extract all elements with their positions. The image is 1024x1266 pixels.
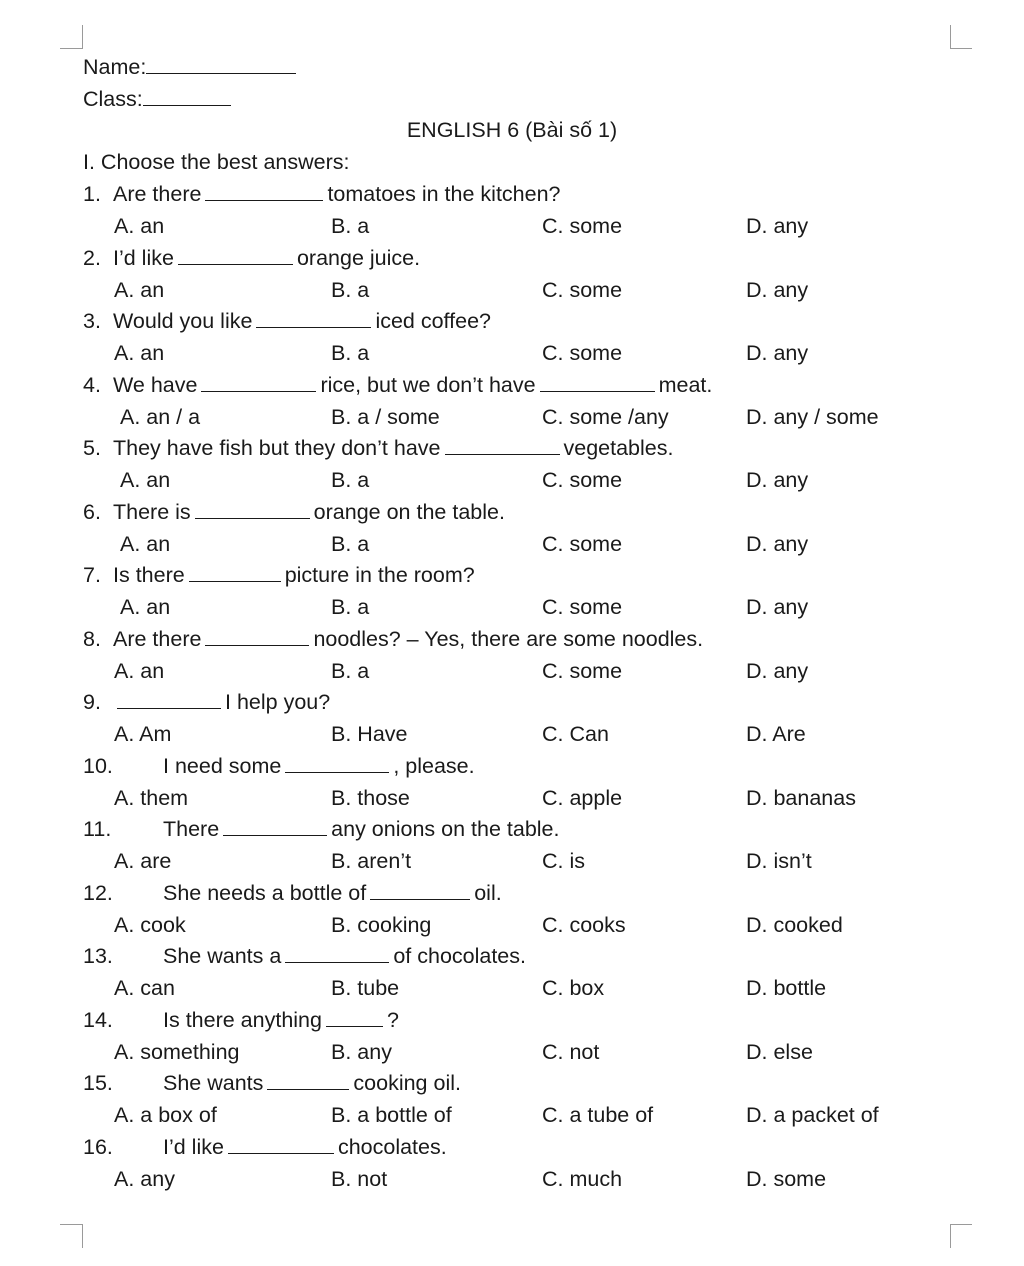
class-field bbox=[83, 86, 231, 112]
page-title: ENGLISH 6 (Bài số 1) bbox=[406, 118, 618, 142]
answer-blank[interactable] bbox=[285, 754, 389, 773]
option-d[interactable]: D. any bbox=[746, 659, 809, 683]
answer-blank[interactable] bbox=[326, 1008, 383, 1027]
question-12 bbox=[83, 880, 502, 906]
name-label: Name: bbox=[83, 55, 147, 79]
option-c[interactable]: C. some bbox=[542, 468, 623, 492]
question-text-after: tomatoes in the kitchen? bbox=[327, 182, 561, 206]
answer-blank[interactable] bbox=[267, 1071, 349, 1090]
question-4 bbox=[83, 372, 712, 398]
option-d[interactable]: D. a packet of bbox=[746, 1103, 879, 1127]
question-text-after: of chocolates. bbox=[393, 944, 526, 968]
question-text-before: Would you like bbox=[113, 309, 253, 333]
answer-blank[interactable] bbox=[256, 309, 371, 328]
question-6 bbox=[83, 499, 505, 525]
question-number: 9. bbox=[83, 690, 101, 714]
option-c[interactable]: C. some bbox=[542, 214, 623, 238]
option-b[interactable]: B. a bbox=[331, 532, 370, 556]
question-text-before: She wants bbox=[163, 1071, 264, 1095]
option-c[interactable]: C. some bbox=[542, 278, 623, 302]
option-c[interactable]: C. some bbox=[542, 659, 623, 683]
question-13 bbox=[83, 943, 526, 969]
answer-blank[interactable] bbox=[195, 500, 310, 519]
question-16 bbox=[83, 1134, 447, 1160]
option-c[interactable]: C. apple bbox=[542, 786, 623, 810]
option-d[interactable]: D. any bbox=[746, 341, 809, 365]
answer-blank[interactable] bbox=[201, 373, 316, 392]
class-label: Class: bbox=[83, 87, 143, 111]
option-c[interactable]: C. some bbox=[542, 595, 623, 619]
question-11 bbox=[83, 816, 559, 842]
question-number: 3. bbox=[83, 309, 101, 333]
question-text-after: chocolates. bbox=[337, 1135, 447, 1159]
crop-mark-top-left-h bbox=[60, 48, 82, 49]
question-number: 7. bbox=[83, 563, 101, 587]
question-3 bbox=[83, 308, 491, 334]
question-text-before: We have bbox=[113, 373, 198, 397]
question-text-after: orange on the table. bbox=[313, 500, 505, 524]
option-d[interactable]: D. any bbox=[746, 278, 809, 302]
option-b[interactable]: B. a bbox=[331, 595, 370, 619]
crop-mark-bottom-right-v bbox=[950, 1224, 951, 1248]
option-c[interactable]: C. is bbox=[542, 849, 585, 873]
question-number: 1. bbox=[83, 182, 101, 206]
crop-mark-top-right-v bbox=[950, 25, 951, 49]
question-text-before: They have fish but they don’t have bbox=[113, 436, 441, 460]
question-14 bbox=[83, 1007, 399, 1033]
option-b[interactable]: B. those bbox=[331, 786, 410, 810]
option-d[interactable]: D. cooked bbox=[746, 913, 843, 937]
crop-mark-top-left-v bbox=[82, 25, 83, 49]
question-text-before: Is there bbox=[113, 563, 185, 587]
name-blank[interactable] bbox=[146, 55, 296, 74]
question-number: 10. bbox=[83, 754, 113, 778]
question-text-before: I’d like bbox=[113, 246, 174, 270]
answer-blank[interactable] bbox=[117, 690, 221, 709]
option-b[interactable]: B. a bbox=[331, 278, 370, 302]
option-c[interactable]: C. cooks bbox=[542, 913, 626, 937]
question-number: 14. bbox=[83, 1008, 113, 1032]
answer-blank[interactable] bbox=[189, 563, 281, 582]
option-d[interactable]: D. isn’t bbox=[746, 849, 812, 873]
question-number: 8. bbox=[83, 627, 101, 651]
question-text-before: Is there anything bbox=[163, 1008, 322, 1032]
option-a[interactable]: A. a box of bbox=[114, 1103, 217, 1127]
crop-mark-bottom-left-h bbox=[60, 1224, 82, 1225]
question-text-after: iced coffee? bbox=[375, 309, 491, 333]
answer-blank[interactable] bbox=[178, 246, 293, 265]
question-5 bbox=[83, 435, 673, 461]
question-10 bbox=[83, 753, 475, 779]
option-a[interactable]: A. an bbox=[120, 468, 171, 492]
option-b[interactable]: B. a bottle of bbox=[331, 1103, 452, 1127]
question-text-before: There bbox=[163, 817, 220, 841]
option-a[interactable]: A. them bbox=[114, 786, 189, 810]
option-d[interactable]: D. any bbox=[746, 532, 809, 556]
answer-blank[interactable] bbox=[540, 373, 655, 392]
crop-mark-bottom-left-v bbox=[82, 1224, 83, 1248]
answer-blank[interactable] bbox=[228, 1135, 334, 1154]
answer-blank[interactable] bbox=[205, 182, 323, 201]
question-1 bbox=[83, 181, 561, 207]
answer-blank[interactable] bbox=[370, 881, 470, 900]
question-8 bbox=[83, 626, 703, 652]
option-c[interactable]: C. some bbox=[542, 341, 623, 365]
option-d[interactable]: D. any bbox=[746, 595, 809, 619]
option-b[interactable]: B. not bbox=[331, 1167, 388, 1191]
question-text-before: I need some bbox=[163, 754, 282, 778]
option-c[interactable]: C. box bbox=[542, 976, 605, 1000]
option-b[interactable]: B. a bbox=[331, 468, 370, 492]
option-a[interactable]: A. an bbox=[120, 595, 171, 619]
question-text-after: I help you? bbox=[225, 690, 331, 714]
option-b[interactable]: B. a / some bbox=[331, 405, 440, 429]
question-9 bbox=[83, 689, 330, 715]
answer-blank[interactable] bbox=[445, 436, 560, 455]
question-text-before: There is bbox=[113, 500, 191, 524]
option-a[interactable]: A. an bbox=[114, 214, 165, 238]
option-c[interactable]: C. not bbox=[542, 1040, 600, 1064]
option-d[interactable]: D. else bbox=[746, 1040, 813, 1064]
question-text-before: She wants a bbox=[163, 944, 282, 968]
option-d[interactable]: D. bananas bbox=[746, 786, 856, 810]
option-b[interactable]: B. cooking bbox=[331, 913, 432, 937]
question-number: 2. bbox=[83, 246, 101, 270]
option-a[interactable]: A. an bbox=[120, 532, 171, 556]
option-d[interactable]: D. bottle bbox=[746, 976, 827, 1000]
option-a[interactable]: A. an bbox=[114, 341, 165, 365]
question-text-middle: rice, but we don’t have bbox=[320, 373, 536, 397]
option-d[interactable]: D. any / some bbox=[746, 405, 879, 429]
crop-mark-bottom-right-h bbox=[950, 1224, 972, 1225]
option-b[interactable]: B. a bbox=[331, 659, 370, 683]
crop-mark-top-right-h bbox=[950, 48, 972, 49]
answer-blank[interactable] bbox=[285, 944, 389, 963]
question-number: 13. bbox=[83, 944, 113, 968]
question-text-after: ? bbox=[386, 1008, 399, 1032]
answer-blank[interactable] bbox=[223, 817, 327, 836]
question-text-before: Are there bbox=[113, 182, 202, 206]
question-text-after: noodles? – Yes, there are some noodles. bbox=[313, 627, 704, 651]
question-7 bbox=[83, 562, 475, 588]
option-c[interactable]: C. some /any bbox=[542, 405, 669, 429]
option-c[interactable]: C. Can bbox=[542, 722, 609, 746]
option-b[interactable]: B. a bbox=[331, 214, 370, 238]
option-a[interactable]: A. can bbox=[114, 976, 175, 1000]
question-15 bbox=[83, 1070, 461, 1096]
option-a[interactable]: A. cook bbox=[114, 913, 186, 937]
option-c[interactable]: C. some bbox=[542, 532, 623, 556]
option-a[interactable]: A. Am bbox=[114, 722, 172, 746]
option-c[interactable]: C. a tube of bbox=[542, 1103, 654, 1127]
question-text-after: , please. bbox=[393, 754, 475, 778]
question-number: 16. bbox=[83, 1135, 113, 1159]
question-text-after: meat. bbox=[658, 373, 713, 397]
question-text-after: picture in the room? bbox=[284, 563, 475, 587]
question-number: 4. bbox=[83, 373, 101, 397]
option-d[interactable]: D. any bbox=[746, 214, 809, 238]
option-a[interactable]: A. something bbox=[114, 1040, 240, 1064]
option-b[interactable]: B. Have bbox=[331, 722, 408, 746]
option-a[interactable]: A. an bbox=[114, 659, 165, 683]
option-b[interactable]: B. aren’t bbox=[331, 849, 412, 873]
option-d[interactable]: D. any bbox=[746, 468, 809, 492]
question-2 bbox=[83, 245, 420, 271]
question-text-before: Are there bbox=[113, 627, 202, 651]
name-field bbox=[83, 54, 296, 80]
question-text-after: orange juice. bbox=[296, 246, 421, 270]
class-blank[interactable] bbox=[143, 87, 231, 106]
question-text-after: oil. bbox=[474, 881, 502, 905]
option-a[interactable]: A. an bbox=[114, 278, 165, 302]
question-text-after: vegetables. bbox=[563, 436, 674, 460]
question-text-before: She needs a bottle of bbox=[163, 881, 367, 905]
option-b[interactable]: B. tube bbox=[331, 976, 400, 1000]
option-b[interactable]: B. a bbox=[331, 341, 370, 365]
question-text-after: cooking oil. bbox=[353, 1071, 461, 1095]
question-number: 15. bbox=[83, 1071, 113, 1095]
answer-blank[interactable] bbox=[205, 627, 309, 646]
option-d[interactable]: D. Are bbox=[746, 722, 806, 746]
question-number: 5. bbox=[83, 436, 101, 460]
option-a[interactable]: A. are bbox=[114, 849, 172, 873]
question-number: 11. bbox=[83, 817, 112, 841]
question-number: 6. bbox=[83, 500, 101, 524]
option-a[interactable]: A. any bbox=[114, 1167, 175, 1191]
option-c[interactable]: C. much bbox=[542, 1167, 623, 1191]
question-number: 12. bbox=[83, 881, 113, 905]
option-a[interactable]: A. an / a bbox=[120, 405, 201, 429]
option-d[interactable]: D. some bbox=[746, 1167, 827, 1191]
question-text-after: any onions on the table. bbox=[331, 817, 560, 841]
section-heading: I. Choose the best answers: bbox=[83, 150, 350, 174]
option-b[interactable]: B. any bbox=[331, 1040, 392, 1064]
question-text-before: I’d like bbox=[163, 1135, 224, 1159]
